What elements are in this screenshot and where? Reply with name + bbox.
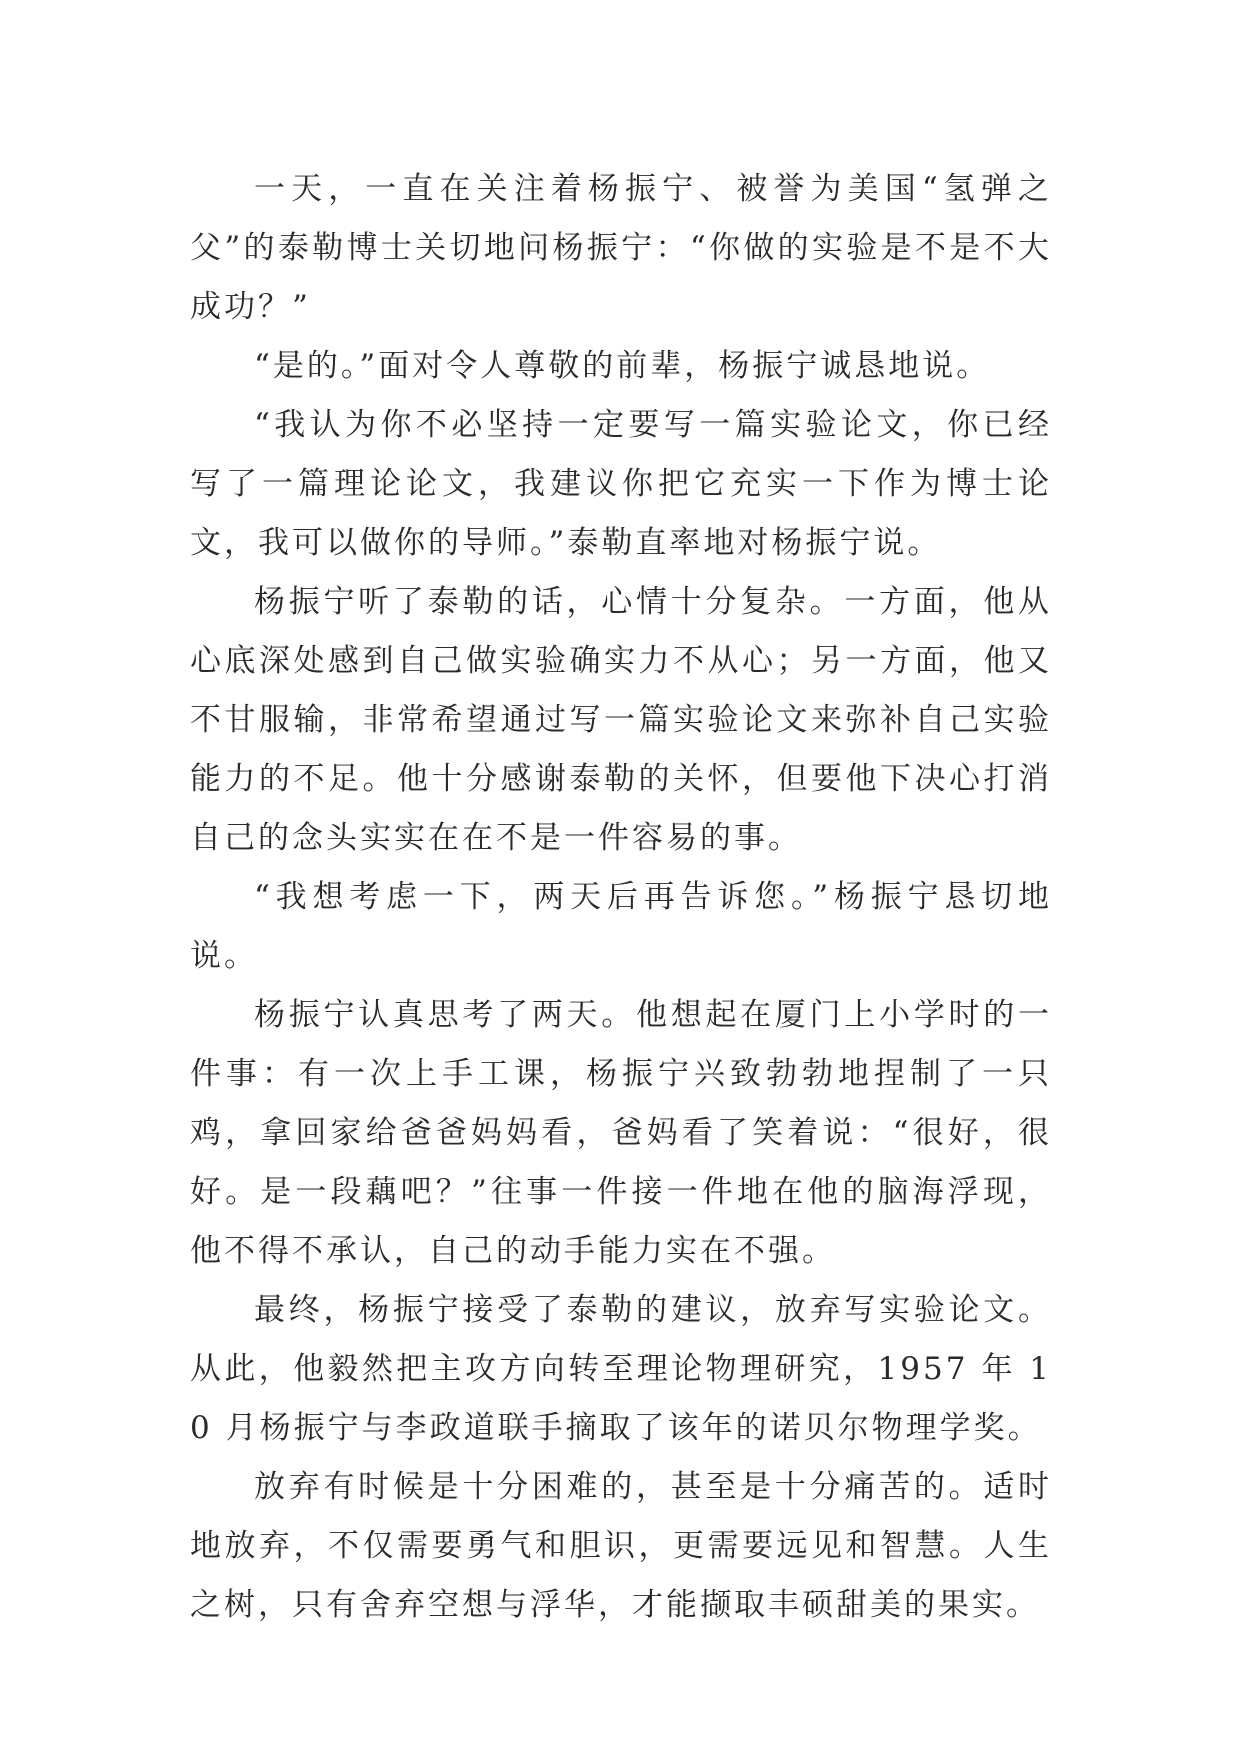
paragraph-4: 杨振宁听了泰勒的话，心情十分复杂。一方面，他从心底深处感到自己做实验确实力不从心；另一方面，他又不甘服输，非常希望通过写一篇实验论文来弥补自己实验能力的不足。他十分感谢泰勒的关怀，但要他下决心打消自己的念头实实在在不是一件容易的事。 bbox=[190, 584, 1052, 856]
paragraph-5: “我想考虑一下，两天后再告诉您。”杨振宁恳切地说。 bbox=[190, 879, 1052, 974]
paragraph-8: 放弃有时候是十分困难的，甚至是十分痛苦的。适时地放弃，不仅需要勇气和胆识，更需要远见和智慧。人生之树，只有舍弃空想与浮华，才能撷取丰硕甜美的果实。 bbox=[190, 1469, 1052, 1623]
paragraph-2: “是的。”面对令人尊敬的前辈，杨振宁诚恳地说。 bbox=[254, 348, 991, 384]
paragraph-3: “我认为你不必坚持一定要写一篇实验论文，你已经写了一篇理论论文，我建议你把它充实一下作为博士论文，我可以做你的导师。”泰勒直率地对杨振宁说。 bbox=[190, 407, 1052, 561]
paragraph-1: 一天，一直在关注着杨振宁、被誉为美国“氢弹之父”的泰勒博士关切地问杨振宁：“你做的实验是不是不大成功？” bbox=[190, 171, 1052, 325]
paragraph-7: 最终，杨振宁接受了泰勒的建议，放弃写实验论文。从此，他毅然把主攻方向转至理论物理研究，1957 年 10 月杨振宁与李政道联手摘取了该年的诺贝尔物理学奖。 bbox=[190, 1292, 1052, 1446]
paragraph-6: 杨振宁认真思考了两天。他想起在厦门上小学时的一件事：有一次上手工课，杨振宁兴致勃勃地捏制了一只鸡，拿回家给爸爸妈妈看，爸妈看了笑着说：“很好，很好。是一段藕吧？”往事一件接一件地在他的脑海浮现，他不得不承认，自己的动手能力实在不强。 bbox=[190, 997, 1052, 1269]
article-body bbox=[190, 160, 1052, 1635]
